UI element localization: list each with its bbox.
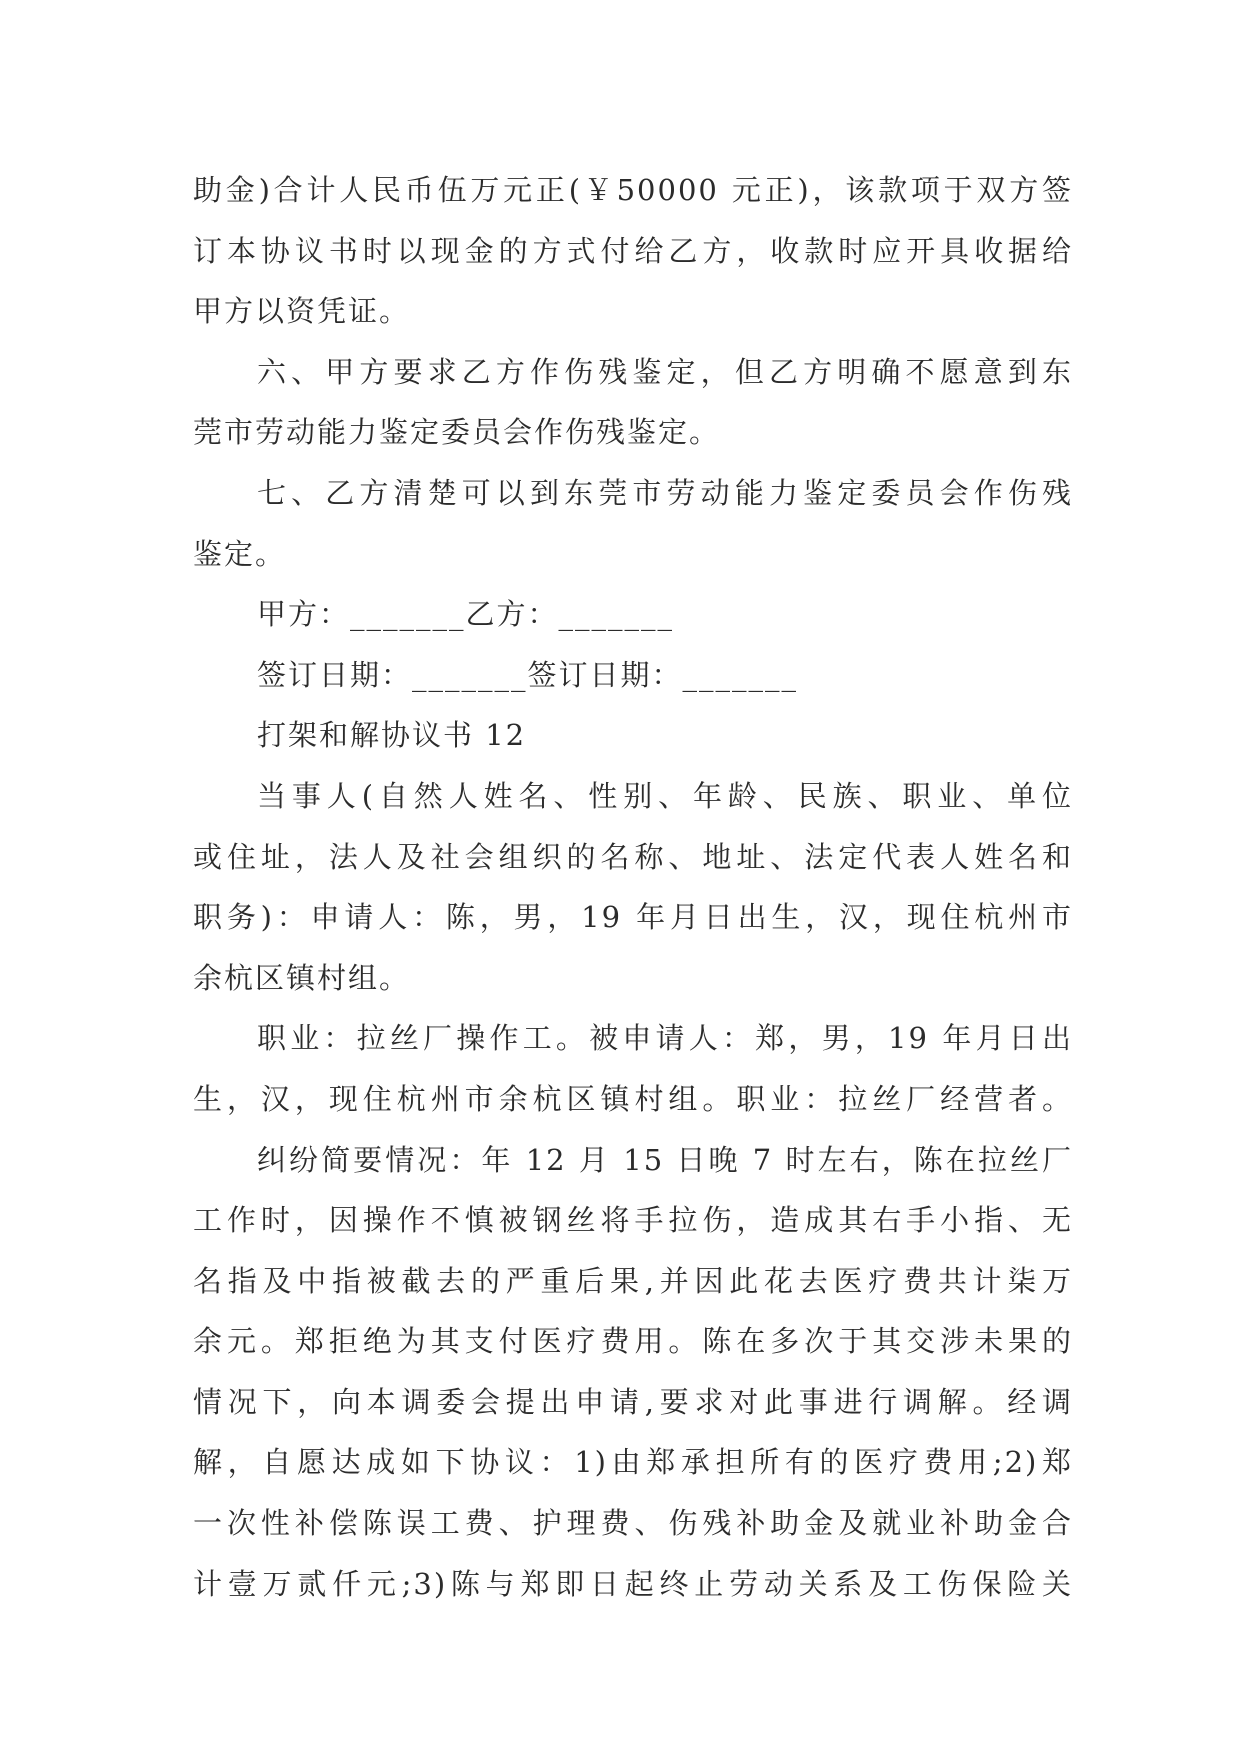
text-line: 计壹万贰仟元;3)陈与郑即日起终止劳动关系及工伤保险关 xyxy=(193,1566,1073,1601)
text-line: 鉴定。 xyxy=(193,536,287,571)
text-line: 余杭区镇村组。 xyxy=(193,960,411,995)
text-line: 七、乙方清楚可以到东莞市劳动能力鉴定委员会作伤残 xyxy=(257,475,1073,510)
text-line: 莞市劳动能力鉴定委员会作伤残鉴定。 xyxy=(193,415,721,450)
text-line: 职务)：申请人：陈，男，19 年月日出生，汉，现住杭州市 xyxy=(193,900,1073,935)
text-line: 甲方以资凭证。 xyxy=(193,294,411,329)
text-line: 或住址，法人及社会组织的名称、地址、法定代表人姓名和 xyxy=(193,839,1073,874)
text-line: 甲方：_______乙方：_______ xyxy=(257,597,675,632)
text-line: 工作时，因操作不慎被钢丝将手拉伤，造成其右手小指、无 xyxy=(193,1203,1073,1238)
text-line: 一次性补偿陈误工费、护理费、伤残补助金及就业补助金合 xyxy=(193,1506,1073,1541)
text-line: 解，自愿达成如下协议：1)由郑承担所有的医疗费用;2)郑 xyxy=(193,1445,1073,1480)
text-line: 职业：拉丝厂操作工。被申请人：郑，男，19 年月日出 xyxy=(257,1021,1073,1056)
text-line: 余元。郑拒绝为其支付医疗费用。陈在多次于其交涉未果的 xyxy=(193,1324,1073,1359)
text-line: 情况下，向本调委会提出申请,要求对此事进行调解。经调 xyxy=(193,1384,1073,1419)
text-line: 生，汉，现住杭州市余杭区镇村组。职业：拉丝厂经营者。 xyxy=(193,1081,1073,1116)
text-line: 六、甲方要求乙方作伤残鉴定，但乙方明确不愿意到东 xyxy=(257,354,1073,389)
text-line: 名指及中指被截去的严重后果,并因此花去医疗费共计柒万 xyxy=(193,1263,1073,1298)
text-line: 签订日期：_______签订日期：_______ xyxy=(257,657,799,692)
text-line: 助金)合计人民币伍万元正(￥50000 元正)，该款项于双方签 xyxy=(193,173,1073,207)
text-line: 纠纷简要情况：年 12 月 15 日晚 7 时左右，陈在拉丝厂 xyxy=(257,1142,1073,1177)
text-line: 打架和解协议书 12 xyxy=(257,718,527,753)
text-line: 当事人(自然人姓名、性别、年龄、民族、职业、单位 xyxy=(257,778,1073,813)
text-line: 订本协议书时以现金的方式付给乙方，收款时应开具收据给 xyxy=(193,233,1073,268)
document-body xyxy=(193,160,1073,1614)
